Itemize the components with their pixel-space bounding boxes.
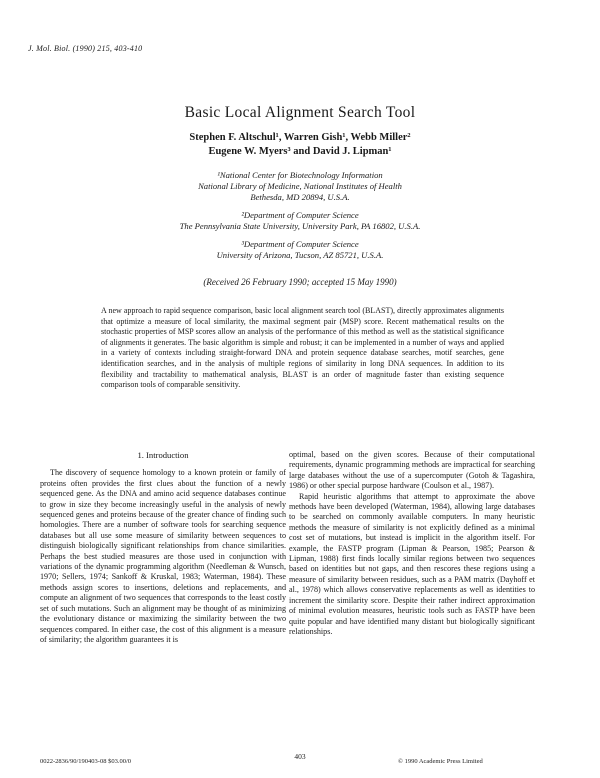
paper-title: Basic Local Alignment Search Tool — [184, 104, 416, 121]
author-list — [0, 131, 600, 159]
author-line-1: Stephen F. Altschul¹, Warren Gish¹, Webb Miller² — [189, 132, 411, 143]
affiliations — [0, 170, 600, 268]
body-column-right — [289, 450, 535, 637]
journal-header: J. Mol. Biol. (1990) 215, 403-410 — [28, 44, 143, 53]
affiliation-line: ¹National Center for Biotechnology Information — [217, 170, 383, 180]
author-line-2: Eugene W. Myers³ and David J. Lipman¹ — [208, 146, 392, 157]
footer-copyright: © 1990 Academic Press Limited — [398, 758, 483, 765]
section-heading: 1. Introduction — [137, 450, 189, 460]
affiliation-line: The Pennsylvania State University, University Park, PA 16802, U.S.A. — [179, 221, 421, 231]
affiliation-2 — [0, 210, 600, 232]
affiliation-line: University of Arizona, Tucson, AZ 85721, U.S.A. — [216, 250, 384, 260]
page-number: 403 — [294, 752, 306, 761]
paragraph: The discovery of sequence homology to a known protein or family of proteins often provides the first clues about the function of a newly sequenced gene. As the DNA and amino acid sequence databases continue to grow in size they become increasingly useful in the analysis of newly sequenced genes and proteins because of the greater chance of finding such homologies. There are a number of software tools for searching sequence databases but all use some measure of similarity between sequences to distinguish biologically significant relationships from chance similarities. Perhaps the best studied measures are those used in conjunction with variations of the dynamic programming algorithm (Needleman & Wunsch, 1970; Sellers, 1974; Sankoff & Kruskal, 1983; Waterman, 1984). These methods assign scores to insertions, deletions and replacements, and compute an alignment of two sequences that corresponds to the least costly set of such mutations. Such an alignment may be thought of as minimizing the evolutionary distance or maximizing the similarity between the two sequences compared. In either case, the cost of this alignment is a measure of similarity; the algorithm guarantees it is — [40, 468, 286, 644]
affiliation-3 — [0, 239, 600, 261]
affiliation-line: Bethesda, MD 20894, U.S.A. — [250, 192, 350, 202]
affiliation-line: ²Department of Computer Science — [241, 210, 359, 220]
abstract: A new approach to rapid sequence comparison, basic local alignment search tool (BLAST), directly approximates alignments that optimize a measure of local similarity, the maximal segment pair (MSP) score. Recent mathematical results on the stochastic properties of MSP scores allow an analysis of the performance of this method as well as the statistical significance of alignments it generates. The basic algorithm is simple and robust; it can be implemented in a number of ways and applied in a variety of contexts including straight-forward DNA and protein sequence database searches, motif searches, gene identification searches, and in the analysis of multiple regions of similarity in long DNA sequences. In addition to its flexibility and tractability to mathematical analysis, BLAST is an order of magnitude faster than existing sequence comparison tools of comparable sensitivity. — [101, 306, 504, 390]
paragraph: optimal, based on the given scores. Because of their computational requirements, dynamic programming methods are impractical for searching large databases without the use of a supercomputer (Gotoh & Tagashira, 1986) or other special purpose hardware (Coulson et al., 1987). — [289, 450, 535, 491]
received-dates: (Received 26 February 1990; accepted 15 May 1990) — [203, 277, 397, 287]
body-column-left — [40, 450, 286, 645]
affiliation-1 — [0, 170, 600, 203]
footer-issn: 0022-2836/90/190403-08 $03.00/0 — [40, 758, 131, 765]
affiliation-line: National Library of Medicine, National Institutes of Health — [198, 181, 402, 191]
affiliation-line: ³Department of Computer Science — [241, 239, 359, 249]
paragraph: Rapid heuristic algorithms that attempt to approximate the above methods have been developed (Waterman, 1984), allowing large databases to be searched on commonly available computers. In many heuristic methods the measure of similarity is not explicitly defined as a minimal cost set of mutations, but instead is implicit in the algorithm itself. For example, the FASTP program (Lipman & Pearson, 1985; Pearson & Lipman, 1988) first finds locally similar regions between two sequences based on identities but not gaps, and then rescores these regions using a measure of similarity between residues, such as a PAM matrix (Dayhoff et al., 1978) which allows conservative replacements as well as identities to increment the similarity score. Despite their rather indirect approximation of minimal evolution measures, heuristic tools such as FASTP have been quite popular and have identified many distant but biologically significant relationships. — [289, 491, 535, 636]
